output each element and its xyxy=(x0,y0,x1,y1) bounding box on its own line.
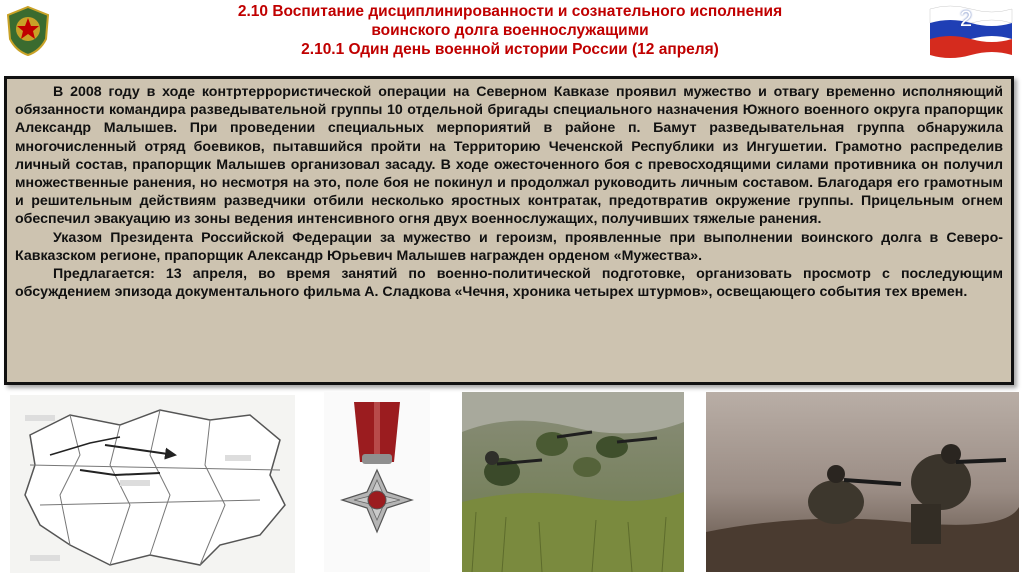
paragraph-2: Указом Президента Российской Федерации за мужество и героизм, проявленные при выполнении воинского долга в Северо-Кавказском регионе, прапорщик Александр Юрьевич Малышев награжден орденом «Мужества». xyxy=(15,229,1003,264)
paragraph-3: Предлагается: 13 апреля, во время занятий по военно-политической подготовке, организовать просмотр с последующим обсуждением эпизода документального фильма А. Сладкова «Чечня, хроника четырех штурмов», освещающего события тех времен. xyxy=(15,266,1003,301)
military-emblem-icon xyxy=(4,5,52,57)
soldiers-field-photo xyxy=(462,392,684,572)
snipers-photo xyxy=(706,392,1019,572)
title-line-1: 2.10 Воспитание дисциплинированности и сознательного исполнения xyxy=(237,3,783,20)
map-image xyxy=(10,395,295,573)
main-text xyxy=(15,83,1003,301)
title-line-2: воинского долга военнослужащими xyxy=(371,22,649,39)
main-text-box xyxy=(4,76,1014,385)
page-number: 2 xyxy=(959,6,973,31)
order-of-courage-image xyxy=(324,392,430,572)
slide-title xyxy=(110,2,910,59)
title-line-3: 2.10.1 Один день военной истории России (12 апреля) xyxy=(301,41,719,58)
paragraph-1: В 2008 году в ходе контртеррористической операции на Северном Кавказе проявил мужество и отвагу временно исполняющий обязанности командира разведывательной группы 10 отдельной бригады специального назначения Южного военного округа прапорщик Александр Малышев. При проведении специальных мерпориятий в районе п. Бамут разведывательная группа обнаружила многочисленный отряд боевиков, пытавшийся пройти на Территорию Чеченской Республики из Ингушетии. Грамотно распределив личный состав, прапорщик Малышев организовал засаду. В ходе ожесточенного боя с превосходящими силами противника он получил множественные ранения, но несмотря на это, поле боя не покинул и продолжал руководить личным составом. Благодаря его грамотным и решительным действиям разведчики отбили несколько яростных контратак, предотвратив окружение группы. Прицельным огнем обеспечил эвакуацию из зоны ведения интенсивного огня двух военнослужащих, получивших тяжелые ранения. xyxy=(15,84,1003,228)
